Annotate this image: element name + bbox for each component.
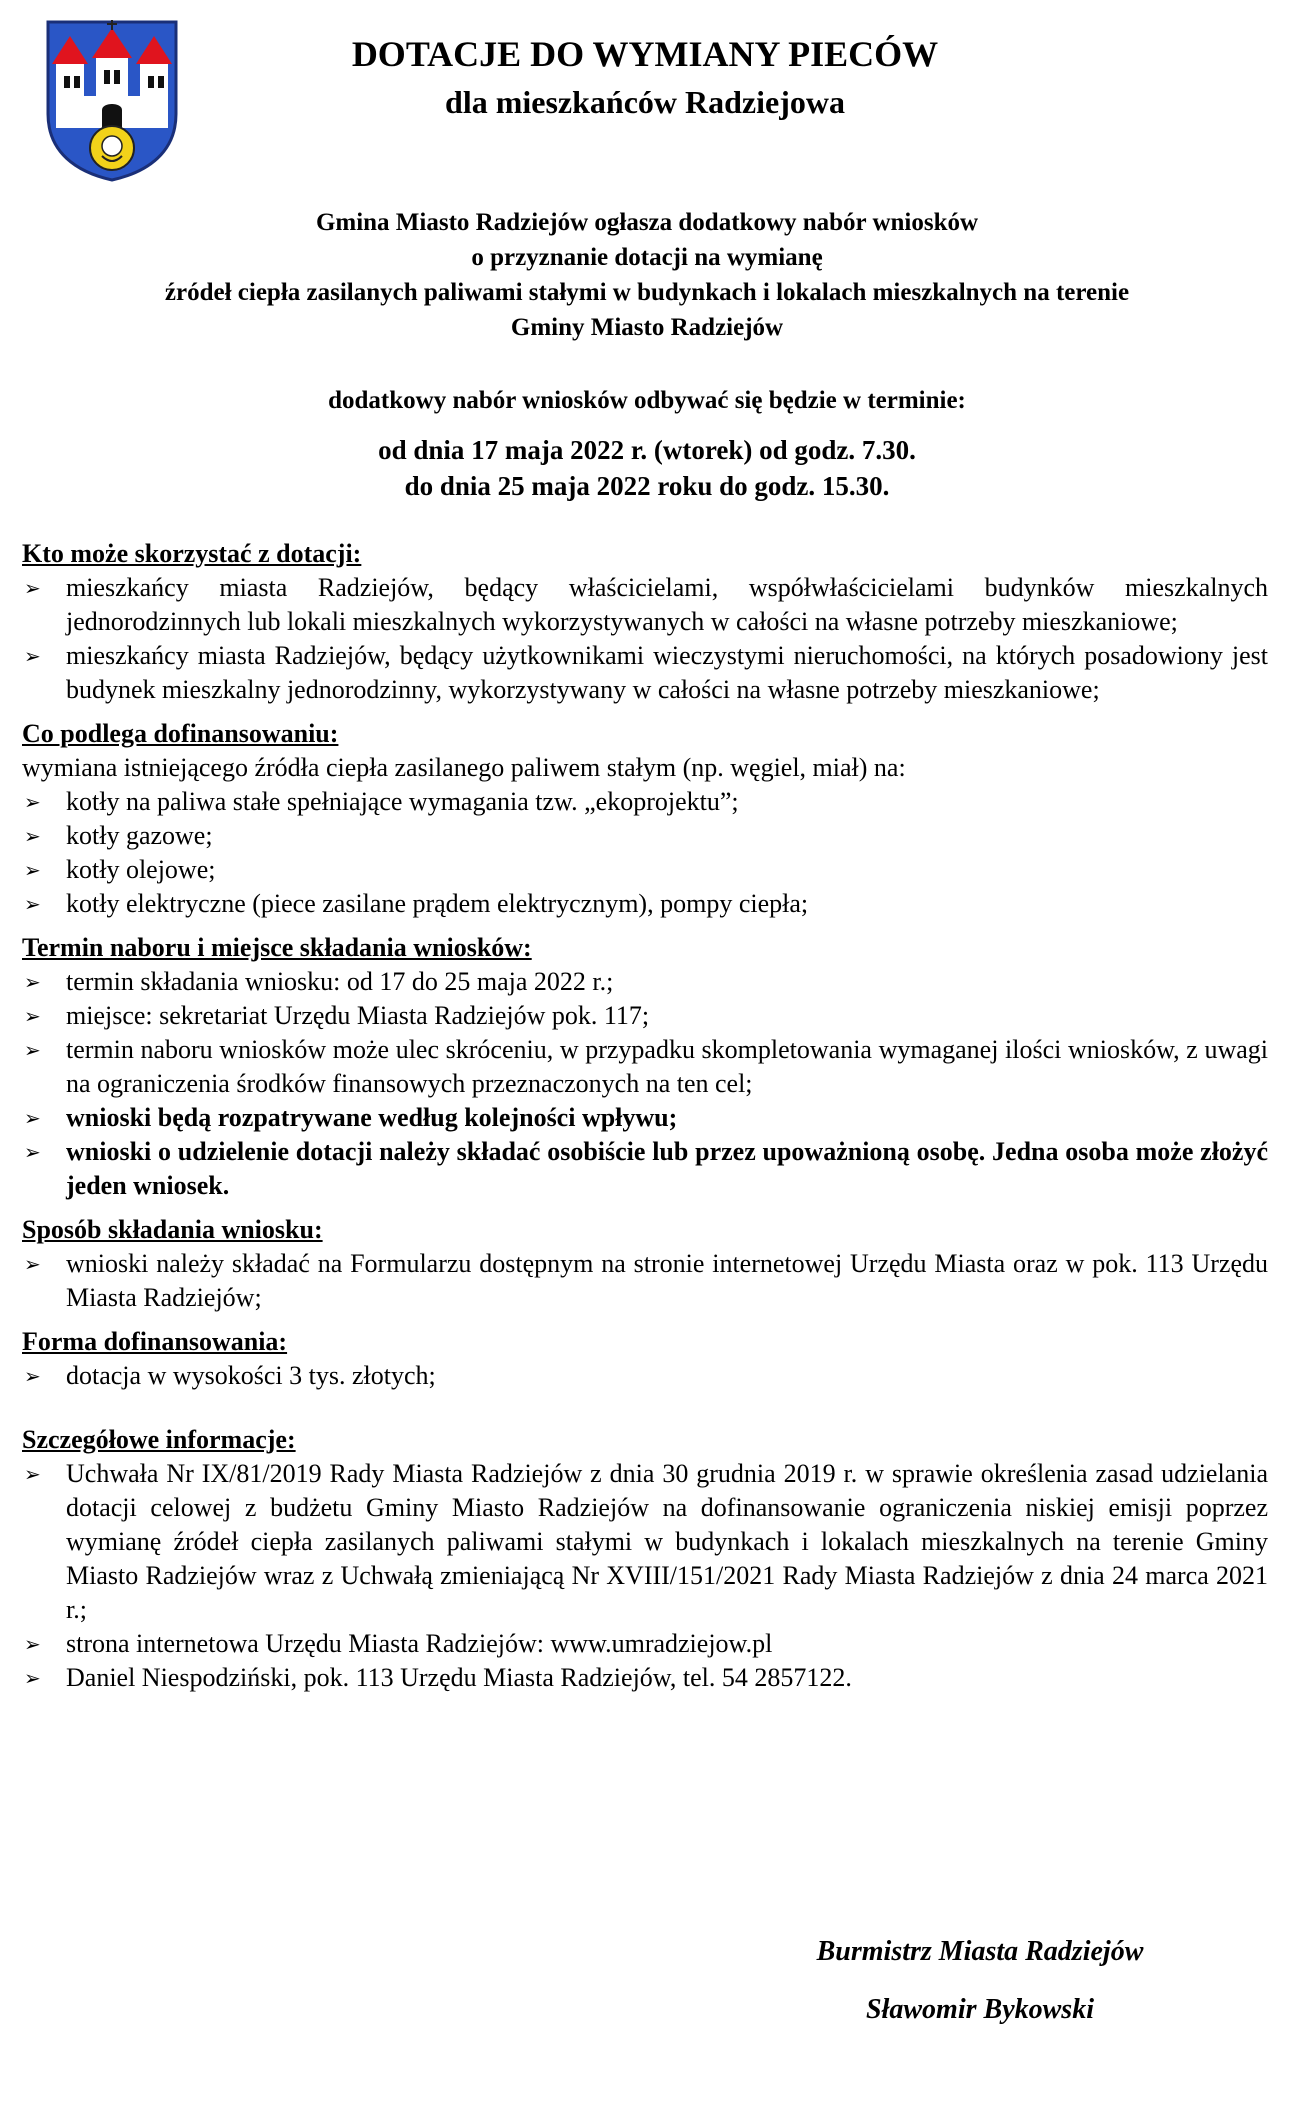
list-item: ➢ dotacja w wysokości 3 tys. złotych; xyxy=(22,1359,1268,1393)
arrow-bullet-icon: ➢ xyxy=(24,1004,41,1028)
document-title: DOTACJE DO WYMIANY PIECÓW xyxy=(351,34,939,74)
announcement-line: źródeł ciepła zasilanych paliwami stałymi w budynkach i lokalach mieszkalnych na terenie xyxy=(164,279,1130,306)
section-funding-scope xyxy=(22,717,1268,921)
coat-of-arms-icon xyxy=(42,18,182,184)
list-item: ➢ wnioski o udzielenie dotacji należy składać osobiście lub przez upoważnioną osobę. Jedna osoba może złożyć jeden wniosek. xyxy=(24,1137,1268,1200)
list-item: ➢ mieszkańcy miasta Radziejów, będący użytkownikami wieczystymi nieruchomości, na których posadowiony jest budynek mieszkalny jednorodzinny, wykorzystywany w całości na własne potrzeby mieszkaniowe; xyxy=(24,641,1268,704)
announcement-line: Gmina Miasto Radziejów ogłasza dodatkowy nabór wniosków xyxy=(315,209,979,236)
list-item: ➢ kotły elektryczne (piece zasilane prądem elektrycznym), pompy ciepła; xyxy=(22,887,1268,921)
arrow-bullet-icon: ➢ xyxy=(24,1462,41,1486)
signature-title: Burmistrz Miasta Radziejów xyxy=(816,1936,1144,1967)
date-from: od dnia 17 maja 2022 r. (wtorek) od godz. 7.30. xyxy=(378,435,916,465)
section-details xyxy=(22,1423,1268,1695)
list-item: ➢ miejsce: sekretariat Urzędu Miasta Radziejów pok. 117; xyxy=(22,999,1268,1033)
list-item: ➢ kotły olejowe; xyxy=(22,853,1268,887)
arrow-bullet-icon: ➢ xyxy=(24,892,41,916)
announcement-line: o przyznanie dotacji na wymianę xyxy=(471,244,823,271)
list-item: ➢ wnioski należy składać na Formularzu dostępnym na stronie internetowej Urzędu Miasta oraz w pok. 113 Urzędu Miasta Radziejów; xyxy=(24,1249,1268,1312)
arrow-bullet-icon: ➢ xyxy=(24,1252,41,1276)
section-heading: Kto może skorzystać z dotacji: xyxy=(22,539,362,568)
arrow-bullet-icon: ➢ xyxy=(24,790,41,814)
list-item: ➢ kotły gazowe; xyxy=(22,819,1268,853)
announcement-line: Gminy Miasto Radziejów xyxy=(510,314,784,341)
dates-block xyxy=(22,432,1272,504)
document-subtitle: dla mieszkańców Radziejowa xyxy=(445,84,845,120)
date-to: do dnia 25 maja 2022 roku do godz. 15.30. xyxy=(404,471,890,501)
section-submission-method xyxy=(22,1213,1268,1315)
section-heading: Szczegółowe informacje: xyxy=(22,1425,296,1454)
section-eligibility xyxy=(22,537,1268,707)
arrow-bullet-icon: ➢ xyxy=(24,970,41,994)
arrow-bullet-icon: ➢ xyxy=(24,1038,41,1062)
arrow-bullet-icon: ➢ xyxy=(24,1106,41,1130)
section-heading: Co podlega dofinansowaniu: xyxy=(22,719,339,748)
section-heading: Sposób składania wniosku: xyxy=(22,1215,323,1244)
list-item: ➢ mieszkańcy miasta Radziejów, będący właścicielami, współwłaścicielami budynków mieszkalnych jednorodzinnych lub lokali mieszkalnych wykorzystywanych w całości na własne potrzeby mieszkaniowe; xyxy=(24,573,1268,636)
arrow-bullet-icon: ➢ xyxy=(24,1140,41,1164)
document-body xyxy=(22,537,1268,1695)
section-intro: wymiana istniejącego źródła ciepła zasilanego paliwem stałym (np. węgiel, miał) na: xyxy=(22,753,906,782)
list-item: ➢ Daniel Niespodziński, pok. 113 Urzędu Miasta Radziejów, tel. 54 2857122. xyxy=(22,1661,1268,1695)
section-funding-form xyxy=(22,1325,1268,1393)
section-heading: Forma dofinansowania: xyxy=(22,1327,288,1356)
arrow-bullet-icon: ➢ xyxy=(24,1364,41,1388)
arrow-bullet-icon: ➢ xyxy=(24,1632,41,1656)
section-heading: Termin naboru i miejsce składania wniosków: xyxy=(22,933,532,962)
section-deadline-place xyxy=(22,931,1268,1203)
list-item: ➢ termin składania wniosku: od 17 do 25 maja 2022 r.; xyxy=(22,965,1268,999)
announcement xyxy=(22,205,1272,345)
arrow-bullet-icon: ➢ xyxy=(24,824,41,848)
list-item: ➢ strona internetowa Urzędu Miasta Radziejów: www.umradziejow.pl xyxy=(22,1627,1268,1661)
list-item: ➢ wnioski będą rozpatrywane według kolejności wpływu; xyxy=(22,1101,1268,1135)
dates-lead: dodatkowy nabór wniosków odbywać się będzie w terminie: xyxy=(328,387,966,414)
arrow-bullet-icon: ➢ xyxy=(24,858,41,882)
arrow-bullet-icon: ➢ xyxy=(24,644,41,668)
list-item: ➢ Uchwała Nr IX/81/2019 Rady Miasta Radziejów z dnia 30 grudnia 2019 r. w sprawie określenia zasad udzielania dotacji celowej z budżetu Gminy Miasto Radziejów na dofinansowanie ograniczenia niskiej emisji poprzez wymianę źródeł ciepła zasilanych paliwami stałymi w budynkach i lokalach mieszkalnych na terenie Gminy Miasto Radziejów wraz z Uchwałą zmieniającą Nr XVIII/151/2021 Rady Miasta Radziejów z dnia 24 marca 2021 r.; xyxy=(24,1459,1268,1624)
arrow-bullet-icon: ➢ xyxy=(24,1666,41,1690)
list-item: ➢ kotły na paliwa stałe spełniające wymagania tzw. „ekoprojektu”; xyxy=(22,785,1268,819)
list-item: ➢ termin naboru wniosków może ulec skróceniu, w przypadku skompletowania wymaganej ilości wniosków, z uwagi na ograniczenia środków finansowych przeznaczonych na ten cel; xyxy=(24,1035,1268,1098)
arrow-bullet-icon: ➢ xyxy=(24,576,41,600)
signature-name: Sławomir Bykowski xyxy=(866,1994,1094,2025)
